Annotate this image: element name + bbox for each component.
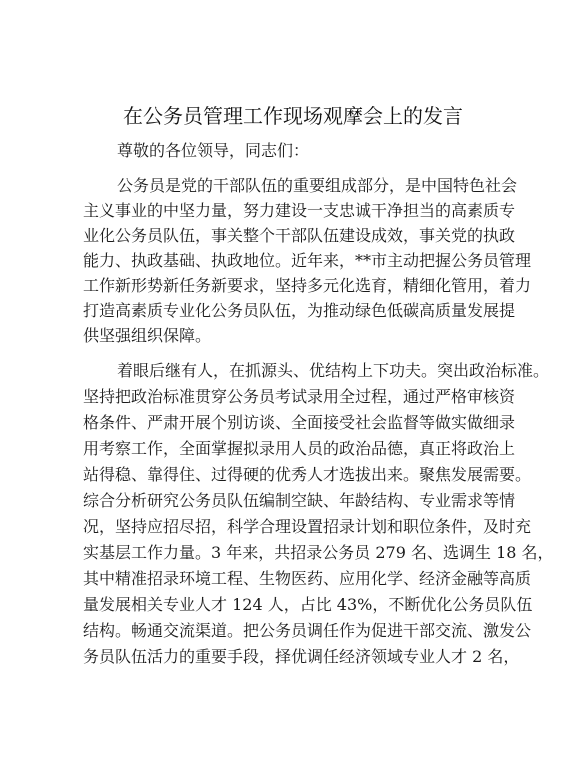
body-line: 打造高素质专业化公务员队伍，为推动绿色低碳高质量发展提: [83, 301, 516, 320]
body-line: 其中精准招录环境工程、生物医药、应用化学、经济金融等高质: [83, 569, 532, 588]
body-line: 用考察工作，全面掌握拟录用人员的政治品德，真正将政治上: [83, 439, 516, 458]
page-title: 在公务员管理工作现场观摩会上的发言: [123, 104, 463, 128]
body-line: 公务员是党的干部队伍的重要组成部分，是中国特色社会: [117, 176, 518, 195]
body-line: 实基层工作力量。3 年来，共招录公务员 279 名、选调生 18 名，: [83, 543, 554, 562]
body-line: 站得稳、靠得住、过得硬的优秀人才选拔出来。聚焦发展需要。: [83, 465, 532, 484]
body-line: 业化公务员队伍，事关整个干部队伍建设成效，事关党的执政: [83, 226, 516, 245]
body-line: 况，坚持应招尽招，科学合理设置招录计划和职位条件，及时充: [83, 517, 532, 536]
body-line: 务员队伍活力的重要手段，择优调任经济领域专业人才 2 名，: [83, 647, 520, 666]
body-line: 工作新形势新任务新要求，坚持多元化选育，精细化管用，着力: [83, 276, 532, 295]
body-line: 能力、执政基础、执政地位。近年来，**市主动把握公务员管理: [83, 251, 532, 270]
body-line: 主义事业的中坚力量，努力建设一支忠诚干净担当的高素质专: [83, 201, 516, 220]
body-line: 供坚强组织保障。: [83, 326, 212, 345]
body-line: 格条件、严肃开展个别访谈、全面接受社会监督等做实做细录: [83, 413, 516, 432]
body-line: 结构。畅通交流渠道。把公务员调任作为促进干部交流、激发公: [83, 621, 532, 640]
greeting-line: 尊敬的各位领导，同志们：: [117, 141, 310, 160]
body-line: 坚持把政治标准贯穿公务员考试录用全过程，通过严格审核资: [83, 387, 516, 406]
body-line: 着眼后继有人，在抓源头、优结构上下功夫。突出政治标准。: [117, 361, 550, 380]
body-line: 量发展相关专业人才 124 人，占比 43%，不断优化公务员队伍: [83, 595, 533, 614]
body-line: 综合分析研究公务员队伍编制空缺、年龄结构、专业需求等情: [83, 491, 516, 510]
